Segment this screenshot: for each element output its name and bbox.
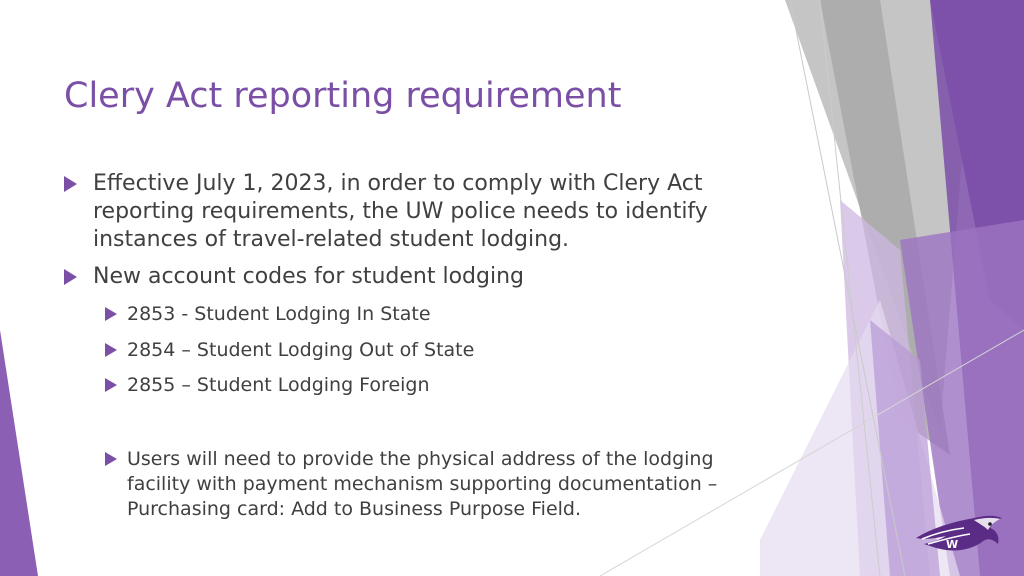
- slide-title: Clery Act reporting requirement: [64, 76, 622, 116]
- left-accent-shape: [0, 330, 38, 576]
- note-bullet: [105, 447, 765, 522]
- sub-bullet-2-text: 2854 – Student Lodging Out of State: [127, 339, 475, 361]
- sub-bullet-2: [105, 338, 785, 363]
- sub-bullet-1: [105, 302, 785, 327]
- bullet-1-text: Effective July 1, 2023, in order to comply with Clery Act reporting requirements, the UW police needs to identify instances of travel-related student lodging.: [93, 171, 708, 252]
- bullet-arrow-icon: [64, 269, 77, 285]
- sub-bullet-3: [105, 373, 785, 398]
- warhawk-logo-icon: [912, 508, 1008, 556]
- sub-bullet-arrow-icon: [105, 343, 117, 357]
- bullet-1: [64, 170, 764, 254]
- sub-bullet-arrow-icon: [105, 378, 117, 392]
- bullet-arrow-icon: [64, 176, 77, 192]
- bullet-2: [64, 263, 764, 291]
- sub-bullet-1-text: 2853 - Student Lodging In State: [127, 303, 431, 325]
- sub-bullet-3-text: 2855 – Student Lodging Foreign: [127, 374, 430, 396]
- bullet-2-text: New account codes for student lodging: [93, 264, 524, 289]
- svg-text:W: W: [946, 538, 959, 551]
- note-bullet-text: Users will need to provide the physical address of the lodging facility with payment mechanism supporting documentation – Purchasing card: Add to Business Purpose Field.: [127, 448, 718, 520]
- sub-bullet-arrow-icon: [105, 452, 117, 466]
- sub-bullet-arrow-icon: [105, 307, 117, 321]
